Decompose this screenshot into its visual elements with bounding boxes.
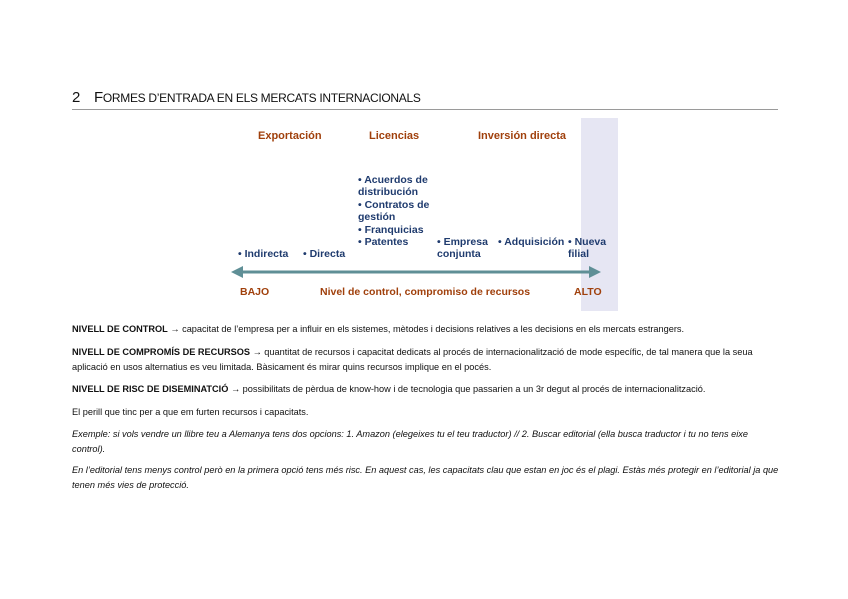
category-licencias: Licencias [369,130,420,142]
definition-text: quantitat de recursos i capacitat dedicats al procés de internacionalització de mode específic, de tal manera que la seua aplicació en usos alternatius es veu limitada. Bàsicament és mirar quins recursos implique en el pocés. [72,347,753,372]
arrow-symbol: → [170,324,180,334]
section-title-initial: F [94,89,103,106]
category-exportacion: Exportación [258,130,322,142]
axis-low-label: BAJO [240,286,270,298]
arrow-symbol: → [230,384,241,394]
mode-adquisicion: • Adquisición [498,236,565,248]
editorial-paragraph: En l’editorial tens menys control però en la primera opció tens més risc. En aquest cas, les capacitats clau que estan en joc és el plagi. Estàs més protegir en l’editorial ja que tenen més vies de protecció. [72,465,779,490]
section-title-rest: ORMES D’ENTRADA EN ELS MERCATS INTERNACIONALS [102,91,421,105]
definition-text: possibilitats de pèrdua de know-how i de tecnologia que passarien a un 3r degut al procés de internacionalització. [240,384,706,394]
axis-title: Nivel de control, compromiso de recursos [320,286,531,298]
mode-empresa-conjunta: • Empresa conjunta [437,236,488,260]
axis-high-label: ALTO [574,286,602,298]
term-risc: NIVELL DE RISC DE DISEMINATCIÓ [72,384,229,394]
term-control: NIVELL DE CONTROL [72,324,168,334]
section-number: 2 [72,89,81,106]
licencias-item: • Franquicias [358,224,424,236]
mode-indirecta: • Indirecta [238,248,289,260]
highlight-band [581,118,618,311]
definition-text: capacitat de l’empresa per a influir en els sistemes, mètodes i decisions relatives a les decisions en els mercats estrangers. [179,324,685,334]
licencias-item: • Patentes [358,236,409,248]
perill-paragraph: El perill que tinc per a que em furten recursos i capacitats. [72,407,309,417]
licencias-item: • Contratos de gestión [358,199,430,223]
control-axis-arrow [230,264,602,280]
category-inversion-directa: Inversión directa [478,130,567,142]
arrow-symbol: → [252,347,262,357]
licencias-item: • Acuerdos de distribución [358,174,428,198]
example-paragraph: Exemple: si vols vendre un llibre teu a Alemanya tens dos opcions: 1. Amazon (elegeixes tu el teu traductor) // 2. Buscar editorial (ella busca traductor i tu no tens eixe control). [72,429,748,454]
mode-nueva-filial: • Nueva filial [568,236,607,260]
mode-directa: • Directa [303,248,346,260]
definition-compromis [72,345,780,374]
definition-control [72,322,780,337]
term-compromis: NIVELL DE COMPROMÍS DE RECURSOS [72,347,250,357]
definition-risc [72,382,780,397]
